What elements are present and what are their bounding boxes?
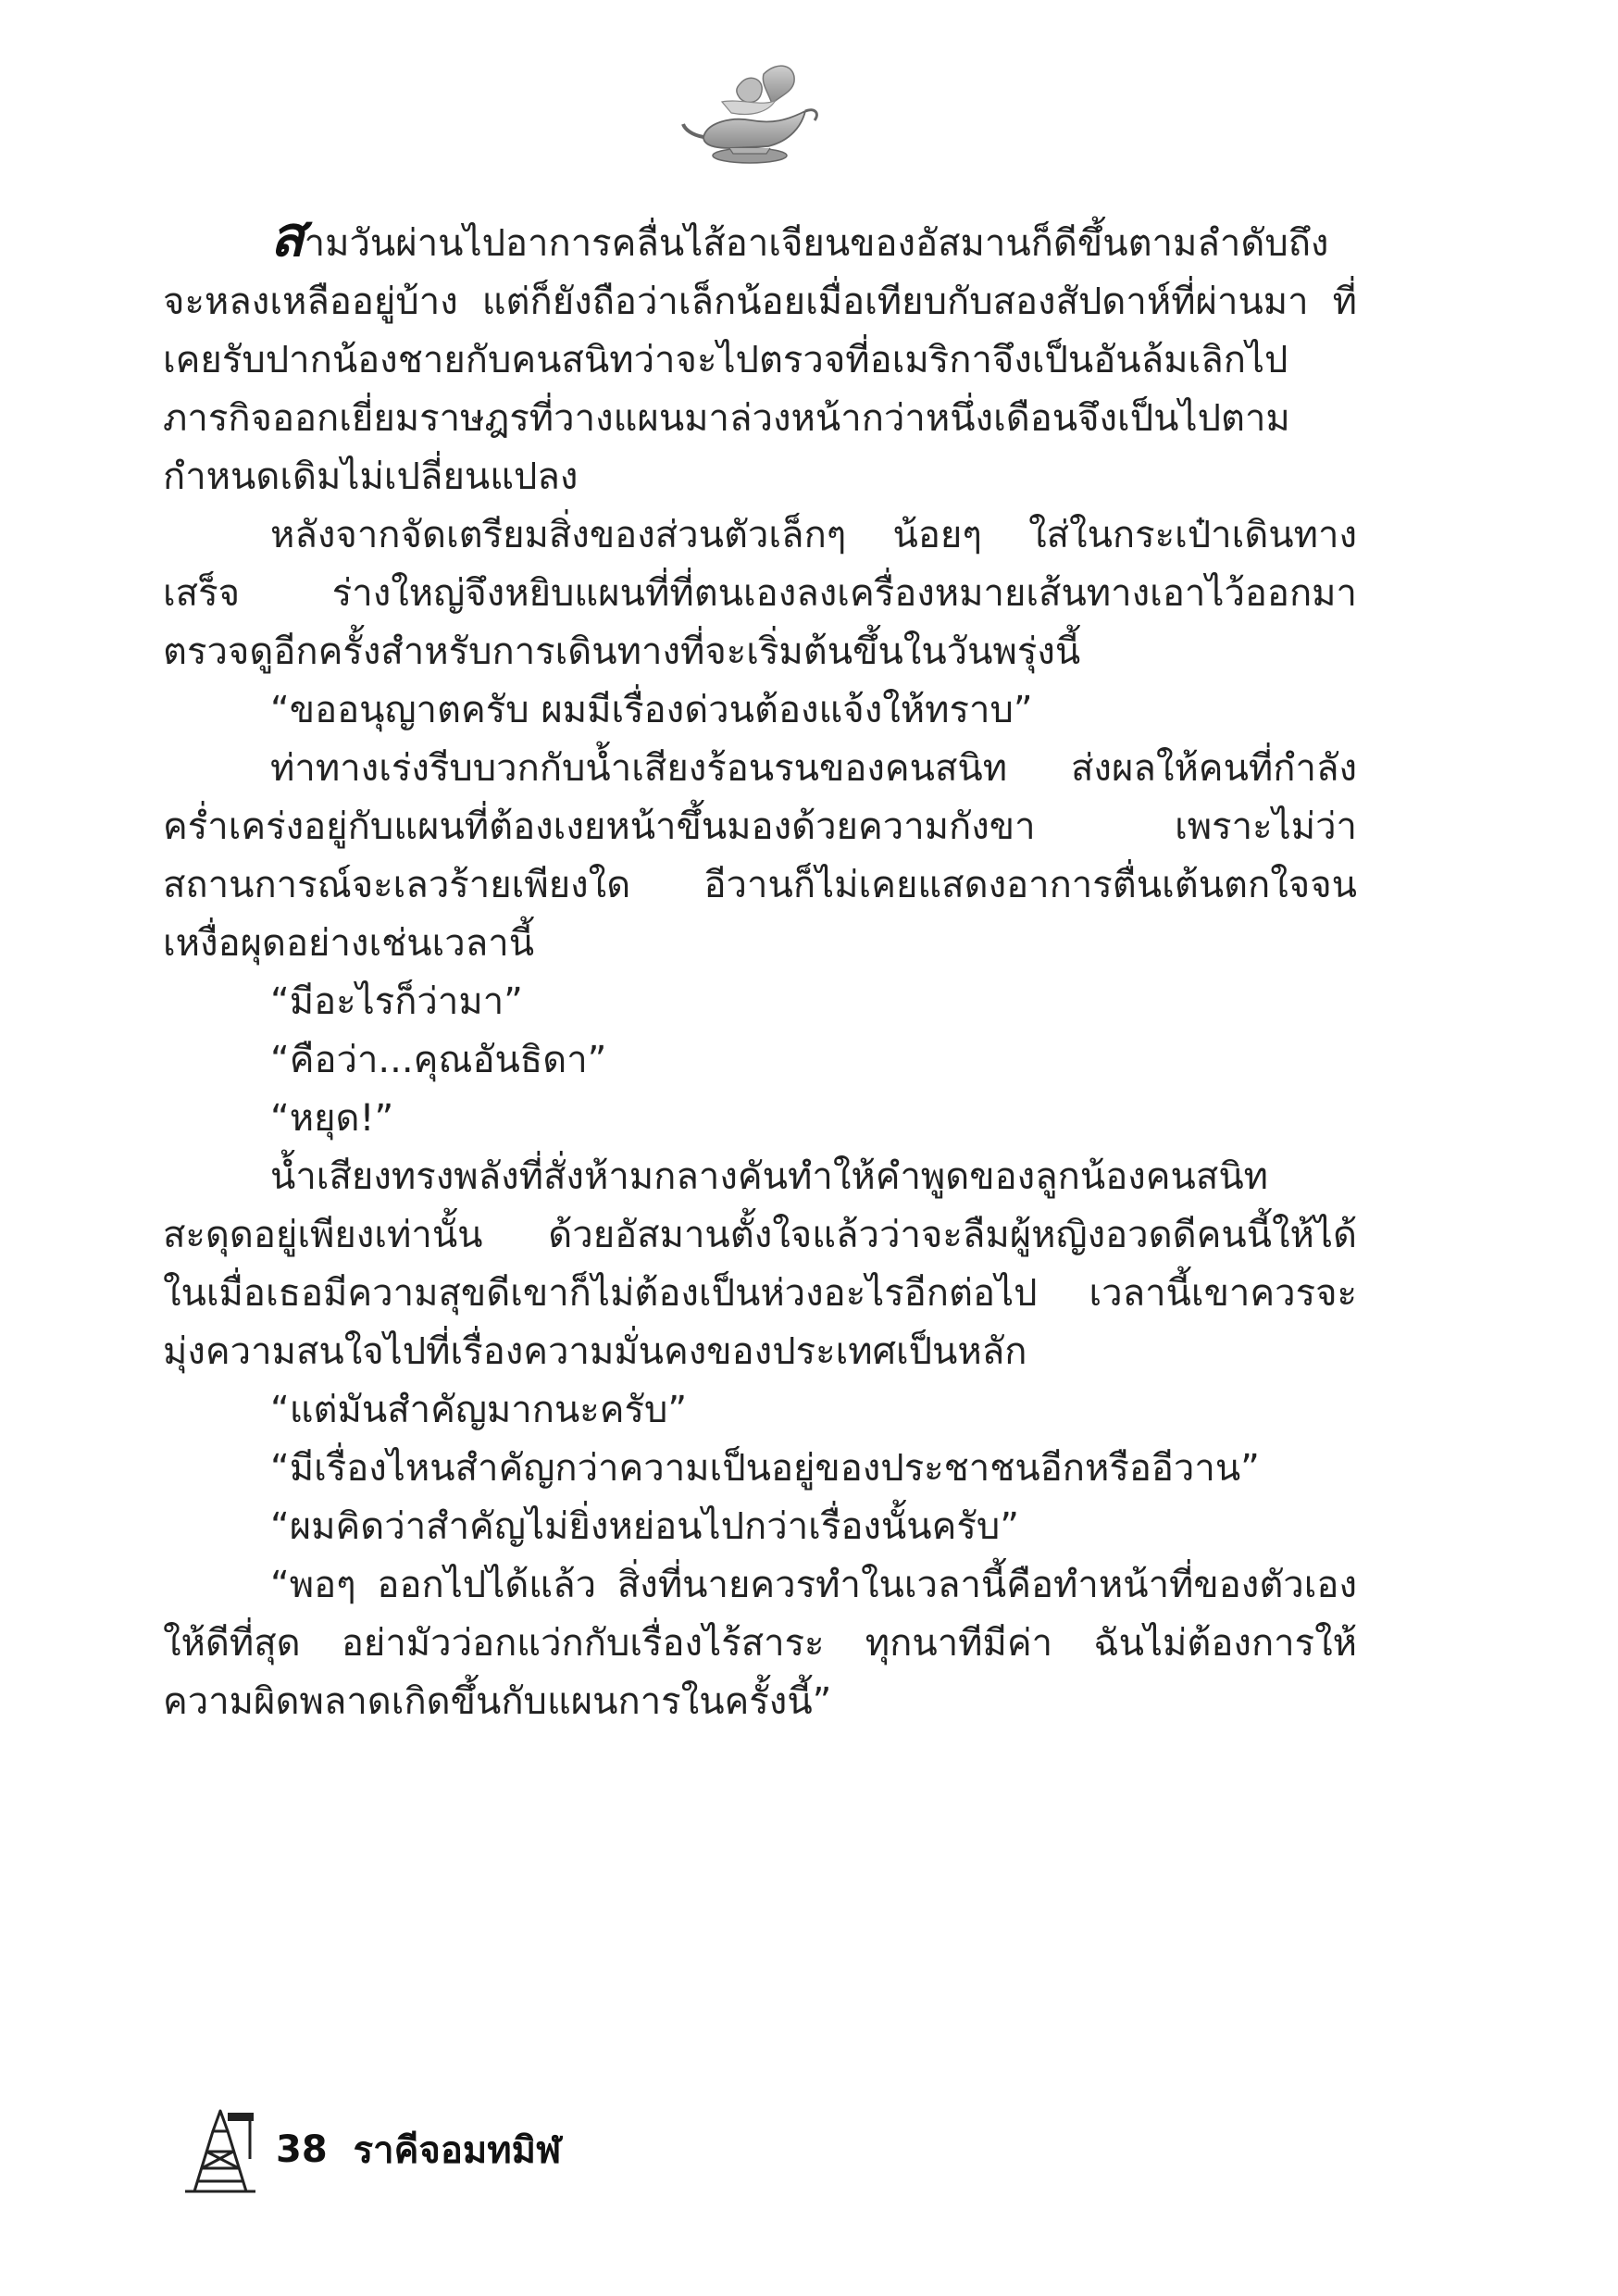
paragraph: “พอๆ ออกไปได้แล้ว สิ่งที่นายควรทำในเวลานี้คือทำหน้าที่ของตัวเองให้ดีที่สุด อย่ามัวว่อกแว่กกับเรื่องไร้สาระ ทุกนาทีมีค่า ฉันไม่ต้องการให้ความผิดพลาดเกิดขึ้นกับแผนการในครั้งนี้” (163, 1564, 1357, 1723)
dialogue-line: “หยุด!” (270, 1097, 394, 1140)
paragraph: ท่าทางเร่งรีบบวกกับน้ำเสียงร้อนรนของคนสนิท ส่งผลให้คนที่กำลังคร่ำเคร่งอยู่กับแผนที่ต้องเงยหน้าขึ้นมองด้วยความกังขา เพราะไม่ว่าสถานการณ์จะเลวร้ายเพียงใด อีวานก็ไม่เคยแสดงอาการตื่นเต้นตกใจจนเหงื่อผุดอย่างเช่นเวลานี้ (163, 747, 1357, 965)
dialogue-line: “คือว่า...คุณอันธิดา” (270, 1039, 607, 1081)
lamp-cherub-ornament-icon (676, 56, 824, 171)
dialogue-line: “ขออนุญาตครับ ผมมีเรื่องด่วนต้องแจ้งให้ทราบ” (270, 689, 1033, 731)
paragraph: น้ำเสียงทรงพลังที่สั่งห้ามกลางคันทำให้คำพูดของลูกน้องคนสนิทสะดุดอยู่เพียงเท่านั้น ด้วยอัสมานตั้งใจแล้วว่าจะลืมผู้หญิงอวดดีคนนี้ให้ได้ ในเมื่อเธอมีความสุขดีเขาก็ไม่ต้องเป็นห่วงอะไรอีกต่อไป เวลานี้เขาควรจะมุ่งความสนใจไปที่เรื่องความมั่นคงของประเทศเป็นหลัก (163, 1155, 1357, 1373)
page-number: 38 (276, 2128, 328, 2171)
dialogue-line: “มีเรื่องไหนสำคัญกว่าความเป็นอยู่ของประชาชนอีกหรืออีวาน” (270, 1447, 1260, 1490)
oil-derrick-icon (176, 2103, 261, 2196)
paragraph: หลังจากจัดเตรียมสิ่งของส่วนตัวเล็กๆ น้อยๆ ใส่ในกระเป๋าเดินทางเสร็จ ร่างใหญ่จึงหยิบแผนที่ที่ตนเองลงเครื่องหมายเส้นทางเอาไว้ออกมาตรวจดูอีกครั้งสำหรับการเดินทางที่จะเริ่มต้นขึ้นในวันพรุ่งนี้ (163, 514, 1357, 673)
book-title: ราคีจอมทมิฬ (353, 2129, 562, 2172)
dialogue-line: “มีอะไรก็ว่ามา” (270, 980, 523, 1023)
page-footer (176, 2103, 561, 2196)
paragraph: สามวันผ่านไปอาการคลื่นไส้อาเจียนของอัสมานก็ดีขึ้นตามลำดับถึงจะหลงเหลืออยู่บ้าง แต่ก็ยังถือว่าเล็กน้อยเมื่อเทียบกับสองสัปดาห์ที่ผ่านมา ที่เคยรับปากน้องชายกับคนสนิทว่าจะไปตรวจที่อเมริกาจึงเป็นอันล้มเลิกไป ภารกิจออกเยี่ยมราษฎรที่วางแผนมาล่วงหน้ากว่าหนึ่งเดือนจึงเป็นไปตามกำหนดเดิมไม่เปลี่ยนแปลง (163, 205, 1357, 498)
body-text (163, 205, 1357, 1731)
drop-cap: ส (270, 205, 305, 269)
dialogue-line: “ผมคิดว่าสำคัญไม่ยิ่งหย่อนไปกว่าเรื่องนั้นครับ” (270, 1505, 1019, 1548)
dialogue-line: “แต่มันสำคัญมากนะครับ” (270, 1389, 688, 1431)
